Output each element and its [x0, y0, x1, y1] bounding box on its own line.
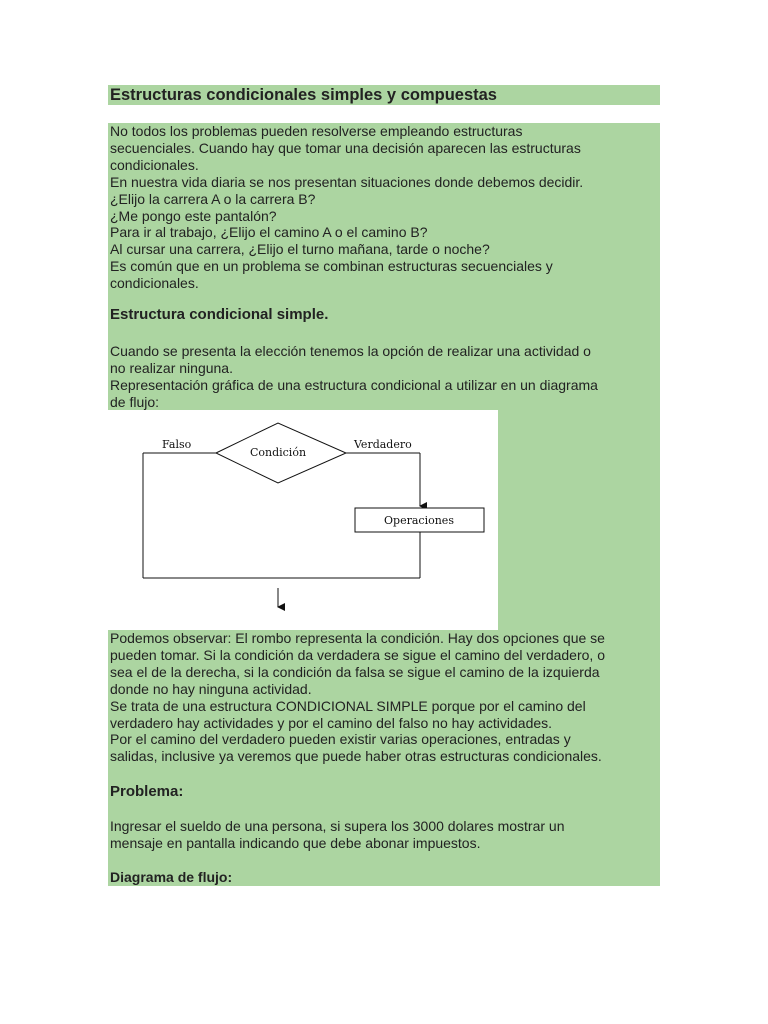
problem-line: Ingresar el sueldo de una persona, si supera los 3000 dolares mostrar un — [110, 818, 565, 834]
operations-label: Operaciones — [384, 514, 454, 527]
intro-line: condicionales. — [110, 156, 199, 173]
intro-line: ¿Me pongo este pantalón? — [110, 207, 277, 224]
page-title: Estructuras condicionales simples y compuestas — [110, 86, 497, 104]
intro-line: condicionales. — [110, 275, 199, 292]
intro-line: Es común que en un problema se combinan estructuras secuenciales y — [110, 258, 553, 275]
intro-line: En nuestra vida diaria se nos presentan situaciones donde debemos decidir. — [110, 173, 584, 190]
observation-line: donde no hay ninguna actividad. — [110, 680, 312, 697]
problem-paragraph — [110, 818, 565, 852]
simple-line: Representación gráfica de una estructura condicional a utilizar en un diagrama — [110, 376, 598, 393]
observation-line: pueden tomar. Si la condición da verdadera se sigue el camino del verdadero, o — [110, 646, 605, 663]
observation-line: salidas, inclusive ya veremos que puede haber otras estructuras condicionales. — [110, 748, 602, 765]
simple-paragraph — [110, 343, 598, 411]
section-heading-problem: Problema: — [110, 783, 184, 800]
observation-line: Podemos observar: El rombo representa la condición. Hay dos opciones que se — [110, 630, 605, 646]
title-bar — [108, 85, 660, 105]
observation-line: verdadero hay actividades y por el camino del falso no hay actividades. — [110, 714, 553, 731]
diagram-heading: Diagrama de flujo: — [110, 869, 233, 885]
simple-line: no realizar ninguna. — [110, 359, 233, 376]
flowchart-figure — [108, 410, 498, 630]
observation-line: Por el camino del verdadero pueden existir varias operaciones, entradas y — [110, 731, 571, 748]
simple-line: de flujo: — [110, 393, 160, 410]
flowchart-svg — [108, 410, 498, 630]
observation-paragraph — [110, 630, 605, 765]
section-heading-simple: Estructura condicional simple. — [110, 306, 329, 323]
content-panel — [108, 123, 660, 886]
intro-line: Al cursar una carrera, ¿Elijo el turno mañana, tarde o noche? — [110, 241, 490, 258]
problem-line: mensaje en pantalla indicando que debe abonar impuestos. — [110, 834, 481, 851]
intro-line: No todos los problemas pueden resolverse empleando estructuras — [110, 123, 523, 139]
true-label: Verdadero — [354, 438, 412, 451]
intro-line: secuenciales. Cuando hay que tomar una decisión aparecen las estructuras — [110, 139, 581, 156]
intro-paragraph — [110, 123, 583, 292]
intro-line: ¿Elijo la carrera A o la carrera B? — [110, 190, 316, 207]
observation-line: sea el de la derecha, si la condición da falsa se sigue el camino de la izquierda — [110, 663, 600, 680]
observation-line: Se trata de una estructura CONDICIONAL SIMPLE porque por el camino del — [110, 697, 586, 714]
condition-label: Condición — [249, 446, 307, 459]
intro-line: Para ir al trabajo, ¿Elijo el camino A o el camino B? — [110, 224, 428, 241]
false-label: Falso — [162, 438, 192, 451]
simple-line: Cuando se presenta la elección tenemos la opción de realizar una actividad o — [110, 343, 591, 359]
